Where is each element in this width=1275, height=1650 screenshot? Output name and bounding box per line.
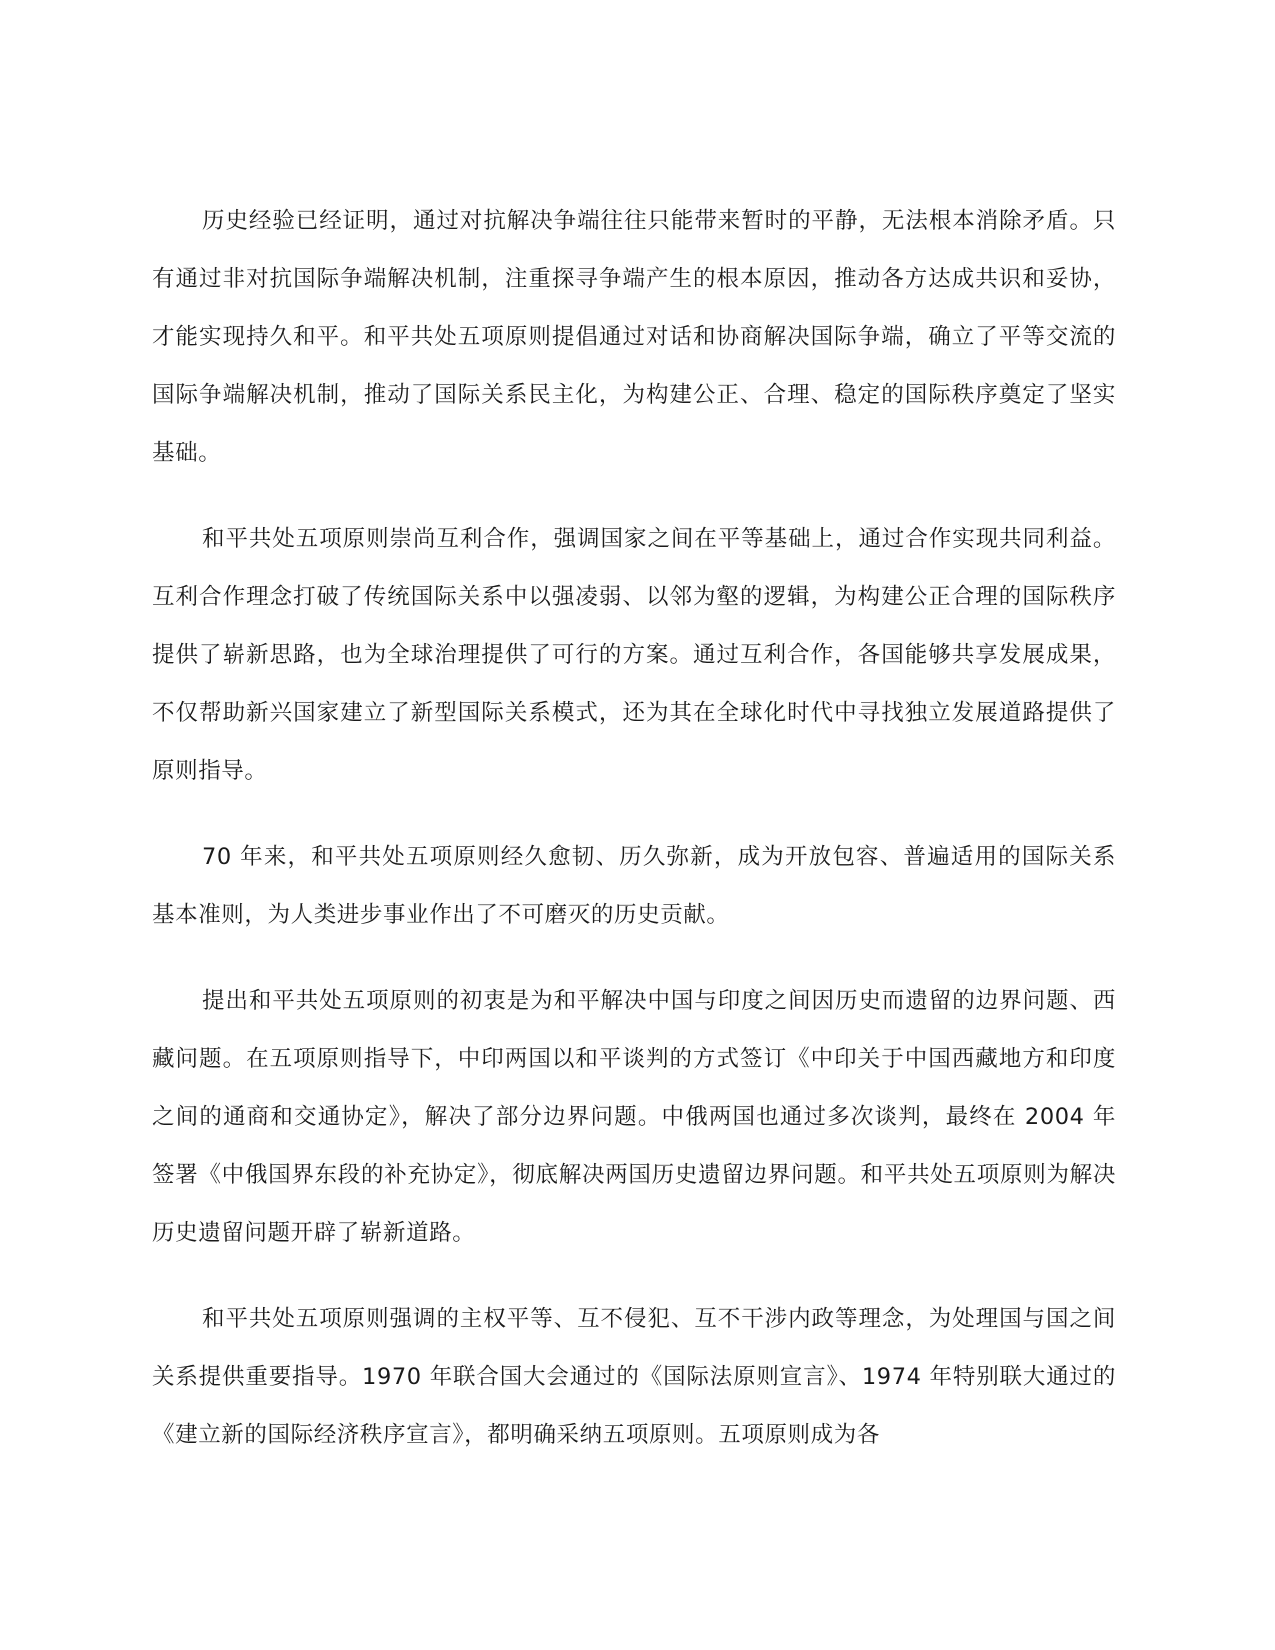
- paragraph-1: 历史经验已经证明，通过对抗解决争端往往只能带来暂时的平静，无法根本消除矛盾。只有通过非对抗国际争端解决机制，注重探寻争端产生的根本原因，推动各方达成共识和妥协，才能实现持久和平。和平共处五项原则提倡通过对话和协商解决国际争端，确立了平等交流的国际争端解决机制，推动了国际关系民主化，为构建公正、合理、稳定的国际秩序奠定了坚实基础。: [152, 208, 1116, 466]
- paragraph-2: 和平共处五项原则崇尚互利合作，强调国家之间在平等基础上，通过合作实现共同利益。互利合作理念打破了传统国际关系中以强凌弱、以邻为壑的逻辑，为构建公正合理的国际秩序提供了崭新思路，也为全球治理提供了可行的方案。通过互利合作，各国能够共享发展成果，不仅帮助新兴国家建立了新型国际关系模式，还为其在全球化时代中寻找独立发展道路提供了原则指导。: [152, 526, 1116, 784]
- document-body: [152, 192, 1116, 1492]
- paragraph-4: 提出和平共处五项原则的初衷是为和平解决中国与印度之间因历史而遗留的边界问题、西藏问题。在五项原则指导下，中印两国以和平谈判的方式签订《中印关于中国西藏地方和印度之间的通商和交通协定》，解决了部分边界问题。中俄两国也通过多次谈判，最终在 2004 年签署《中俄国界东段的补充协定》，彻底解决两国历史遗留边界问题。和平共处五项原则为解决历史遗留问题开辟了崭新道路。: [152, 988, 1116, 1246]
- paragraph-3: 70 年来，和平共处五项原则经久愈韧、历久弥新，成为开放包容、普遍适用的国际关系基本准则，为人类进步事业作出了不可磨灭的历史贡献。: [152, 844, 1116, 928]
- paragraph-5: 和平共处五项原则强调的主权平等、互不侵犯、互不干涉内政等理念，为处理国与国之间关系提供重要指导。1970 年联合国大会通过的《国际法原则宣言》、1974 年特别联大通过的《建立新的国际经济秩序宣言》，都明确采纳五项原则。五项原则成为各: [152, 1306, 1116, 1448]
